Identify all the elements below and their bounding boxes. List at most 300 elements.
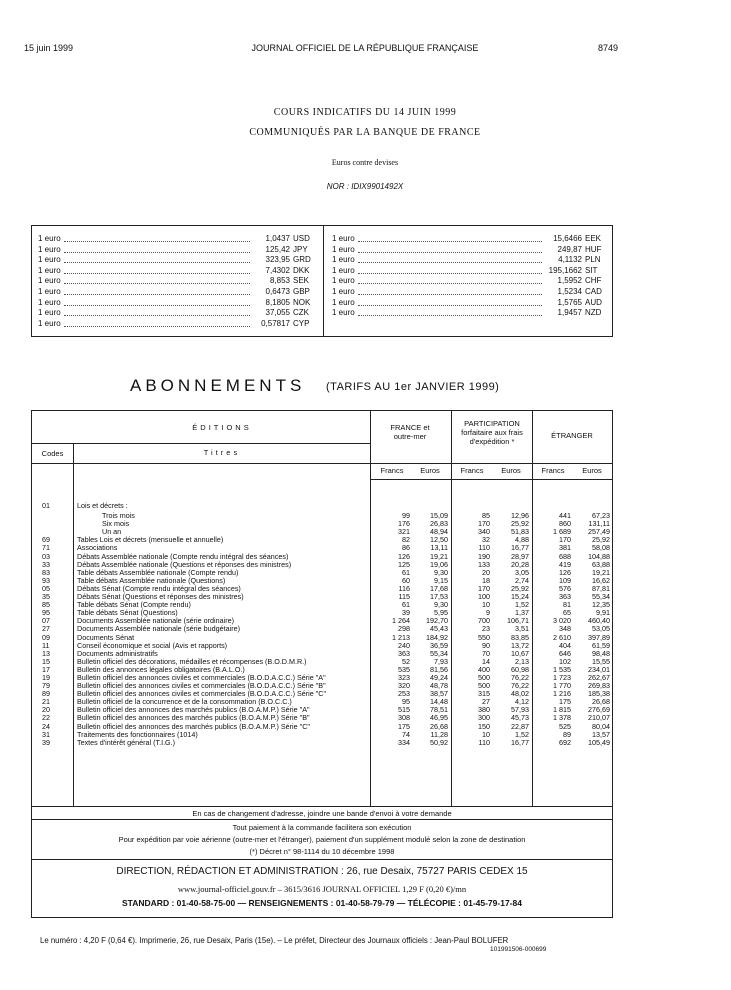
note-paiement: Tout paiement à la commande facilitera son exécution xyxy=(232,823,412,832)
row-title: Débats Assemblée nationale (Compte rendu intégral des séances) xyxy=(77,551,289,561)
rate-value: 1,9457 xyxy=(557,308,582,318)
row-e2: 57,93 xyxy=(511,705,529,715)
row-f3: 1 216 xyxy=(553,689,571,699)
hdr-francs-1: Francs xyxy=(380,466,404,475)
row-code: 11 xyxy=(42,640,50,650)
row-f3: 441 xyxy=(559,511,571,521)
row-e2: 2,74 xyxy=(515,575,529,585)
row-f2: 27 xyxy=(482,697,490,707)
row-f1: 175 xyxy=(398,721,410,731)
cours-subtitle: COMMUNIQUÉS PAR LA BANQUE DE FRANCE xyxy=(249,127,481,138)
row-e2: 3,05 xyxy=(515,567,529,577)
rate-row xyxy=(32,276,320,287)
row-e2: 1,37 xyxy=(515,608,529,618)
rate-value: 1,5234 xyxy=(557,286,582,296)
row-code: 33 xyxy=(42,559,50,569)
rate-label: 1 euro xyxy=(332,286,355,296)
cours-title: COURS INDICATIFS DU 14 JUIN 1999 xyxy=(273,107,457,118)
row-e1: 26,68 xyxy=(430,721,448,731)
row-f1: 535 xyxy=(398,664,410,674)
rate-value: 125,42 xyxy=(265,244,290,254)
row-e1: 55,34 xyxy=(430,648,448,658)
dot-leader xyxy=(64,273,250,274)
rate-label: 1 euro xyxy=(38,297,61,307)
row-e3: 210,07 xyxy=(588,713,610,723)
rate-row xyxy=(326,245,612,256)
currency-code: GRD xyxy=(293,255,311,265)
dot-leader xyxy=(358,252,542,253)
rate-label: 1 euro xyxy=(332,255,355,265)
row-f2: 380 xyxy=(478,705,490,715)
row-f2: 23 xyxy=(482,624,490,634)
row-e3: 25,92 xyxy=(592,535,610,545)
dot-leader xyxy=(64,283,250,284)
dot-leader xyxy=(358,305,542,306)
rate-row xyxy=(326,234,612,245)
row-e2: 106,71 xyxy=(507,616,529,626)
row-f3: 860 xyxy=(559,519,571,529)
row-f1: 253 xyxy=(398,689,410,699)
row-e2: 1,52 xyxy=(515,729,529,739)
rate-label: 1 euro xyxy=(38,276,61,286)
row-code: 21 xyxy=(42,697,50,707)
dot-leader xyxy=(64,305,250,306)
row-e1: 15,09 xyxy=(430,511,448,521)
row-e1: 50,92 xyxy=(430,737,448,747)
dot-leader xyxy=(64,262,250,263)
row-e3: 269,83 xyxy=(588,681,610,691)
web-minitel: www.journal-officiel.gouv.fr – 3615/3616 JOURNAL OFFICIEL 1,29 F (0,20 €)/mn xyxy=(177,884,467,894)
row-e3: 98,48 xyxy=(592,648,610,658)
hdr-francs-2: Francs xyxy=(460,466,484,475)
table-row xyxy=(32,739,612,747)
row-f1: 308 xyxy=(398,713,410,723)
row-title: Documents Assemblée nationale (série ordinaire) xyxy=(77,616,235,626)
row-code: 13 xyxy=(42,648,50,658)
row-f2: 500 xyxy=(478,681,490,691)
row-code: 05 xyxy=(42,583,50,593)
row-title: Bulletin officiel des annonces civiles et commerciales (B.O.D.A.C.C.) Série "C" xyxy=(77,689,327,699)
dot-leader xyxy=(358,241,542,242)
row-f1: 323 xyxy=(398,672,410,682)
rate-row xyxy=(326,298,612,309)
hdr-euros-2: Euros xyxy=(501,466,521,475)
row-title: Bulletin des annonces légales obligatoires (B.A.L.O.) xyxy=(77,664,245,674)
footer-code: 101991506-000699 xyxy=(490,946,547,953)
row-title: Traitements des fonctionnaires (1014) xyxy=(77,729,198,739)
row-e3: 16,62 xyxy=(592,575,610,585)
row-e3: 61,59 xyxy=(592,640,610,650)
row-f3: 1 535 xyxy=(553,664,571,674)
row-f1: 99 xyxy=(402,511,410,521)
currency-code: CHF xyxy=(585,276,602,286)
row-e2: 13,72 xyxy=(511,640,529,650)
row-code: 03 xyxy=(42,551,50,561)
row-title: Textes d'intérêt général (T.I.G.) xyxy=(77,737,176,747)
row-f1: 60 xyxy=(402,575,410,585)
footer-line: Le numéro : 4,20 F (0,64 €). Imprimerie, 26, rue Desaix, Paris (15e). – Le préfet, Directeur des Journaux officiels : Jean-Paul BOLUFER xyxy=(40,936,509,945)
row-f2: 18 xyxy=(482,575,490,585)
row-e3: 58,08 xyxy=(592,543,610,553)
row-e1: 14,48 xyxy=(430,697,448,707)
row-title: Bulletin officiel des annonces des marchés publics (B.O.A.M.P.) Série "B" xyxy=(77,713,310,723)
row-title: Débats Sénat (Compte rendu intégral des séances) xyxy=(77,583,241,593)
rate-value: 4,1132 xyxy=(558,255,582,265)
row-f1: 116 xyxy=(398,583,410,593)
rate-label: 1 euro xyxy=(332,265,355,275)
contact-phones: STANDARD : 01-40-58-75-00 — RENSEIGNEMENTS : 01-40-58-79-79 — TÉLÉCOPIE : 01-45-79-17-84 xyxy=(122,898,522,908)
row-f1: 176 xyxy=(398,519,410,529)
currency-code: CAD xyxy=(585,286,602,296)
row-e2: 1,52 xyxy=(515,600,529,610)
rate-value: 15,6466 xyxy=(553,234,582,243)
row-e1: 36,59 xyxy=(430,640,448,650)
row-f2: 10 xyxy=(482,600,490,610)
row-code: 83 xyxy=(42,567,50,577)
row-e2: 76,22 xyxy=(511,681,529,691)
row-e2: 4,12 xyxy=(515,697,529,707)
row-title: Documents Sénat xyxy=(77,632,135,642)
currency-code: CZK xyxy=(293,308,309,318)
row-e2: 16,77 xyxy=(511,543,529,553)
rate-row xyxy=(326,276,612,287)
rate-value: 1,5765 xyxy=(557,297,582,307)
row-f1: 515 xyxy=(398,705,410,715)
col-france: FRANCE et outre-mer xyxy=(390,423,430,441)
rate-row xyxy=(32,298,320,309)
hdr-francs-3: Francs xyxy=(541,466,565,475)
row-e3: 131,11 xyxy=(588,519,610,529)
row-f2: 85 xyxy=(482,511,490,521)
note-change-address: En cas de changement d'adresse, joindre une bande d'envoi à votre demande xyxy=(192,809,452,818)
row-e2: 22,87 xyxy=(511,721,529,731)
row-title: Table débats Sénat (Questions) xyxy=(77,608,178,618)
currency-code: EEK xyxy=(585,234,602,243)
col-titres: Titres xyxy=(203,448,241,457)
row-title: Six mois xyxy=(102,519,130,529)
row-e3: 12,35 xyxy=(592,600,610,610)
row-f3: 126 xyxy=(559,567,571,577)
currency-code: JPY xyxy=(293,244,308,254)
rates-right-column xyxy=(326,234,612,319)
row-e2: 76,22 xyxy=(511,672,529,682)
currency-code: GBP xyxy=(293,286,310,296)
row-title: Documents Assemblée nationale (série budgétaire) xyxy=(77,624,241,634)
rate-row xyxy=(326,287,612,298)
row-e3: 15,55 xyxy=(592,656,610,666)
rate-row xyxy=(32,266,320,277)
row-e1: 9,30 xyxy=(434,600,448,610)
row-title: Tables Lois et décrets (mensuelle et annuelle) xyxy=(77,535,224,545)
row-code: 27 xyxy=(42,624,50,634)
row-e3: 105,49 xyxy=(588,737,610,747)
rate-value: 1,0437 xyxy=(265,234,290,243)
row-e1: 7,93 xyxy=(434,656,448,666)
row-code: 19 xyxy=(42,672,50,682)
row-e1: 78,51 xyxy=(430,705,448,715)
row-f3: 646 xyxy=(559,648,571,658)
rate-label: 1 euro xyxy=(38,255,61,265)
row-e3: 104,88 xyxy=(588,551,610,561)
row-e3: 53,05 xyxy=(592,624,610,634)
row-f3: 1 723 xyxy=(553,672,571,682)
row-e3: 80,04 xyxy=(592,721,610,731)
row-title: Débats Sénat (Questions et réponses des ministres) xyxy=(77,592,244,602)
exchange-rates-box xyxy=(31,225,613,337)
row-f2: 9 xyxy=(486,608,490,618)
rates-left-column xyxy=(32,234,320,329)
rate-row xyxy=(32,255,320,266)
dot-leader xyxy=(64,241,250,242)
row-title: Conseil économique et social (Avis et rapports) xyxy=(77,640,228,650)
row-f2: 110 xyxy=(478,737,490,747)
row-e3: 9,91 xyxy=(596,608,610,618)
row-f3: 363 xyxy=(559,592,571,602)
row-f1: 320 xyxy=(398,681,410,691)
row-code: 85 xyxy=(42,600,50,610)
row-e2: 12,96 xyxy=(511,511,529,521)
rate-value: 0,6473 xyxy=(265,286,290,296)
row-f1: 61 xyxy=(402,567,410,577)
row-f3: 576 xyxy=(559,583,571,593)
row-code: 07 xyxy=(42,616,50,626)
row-f1: 52 xyxy=(402,656,410,666)
table-row xyxy=(32,502,612,510)
header-page: 8749 xyxy=(598,43,619,53)
row-e1: 192,70 xyxy=(426,616,448,626)
row-e3: 234,01 xyxy=(588,664,610,674)
row-f1: 321 xyxy=(398,527,410,537)
rate-row xyxy=(326,266,612,277)
row-title: Bulletin officiel des annonces des marchés publics (B.O.A.M.P.) Série "A" xyxy=(77,705,310,715)
rate-label: 1 euro xyxy=(332,308,355,318)
row-code: 17 xyxy=(42,664,50,674)
row-f3: 65 xyxy=(563,608,571,618)
row-e2: 20,28 xyxy=(511,559,529,569)
row-code: 79 xyxy=(42,681,50,691)
rate-label: 1 euro xyxy=(332,234,355,243)
row-title: Lois et décrets : xyxy=(77,501,128,510)
row-e2: 28,97 xyxy=(511,551,529,561)
row-e1: 81,56 xyxy=(430,664,448,674)
row-title: Bulletin officiel des annonces civiles et commerciales (B.O.D.A.C.C.) Série "B" xyxy=(77,681,326,691)
note-decret: (*) Décret n° 98-1114 du 10 décembre 1998 xyxy=(249,847,395,856)
nor-ref: NOR : IDIX9901492X xyxy=(326,182,404,191)
row-f3: 109 xyxy=(559,575,571,585)
row-f3: 419 xyxy=(559,559,571,569)
row-f3: 1 378 xyxy=(553,713,571,723)
row-e3: 276,69 xyxy=(588,705,610,715)
currency-code: HUF xyxy=(585,244,602,254)
row-e1: 12,50 xyxy=(430,535,448,545)
rate-row xyxy=(326,255,612,266)
row-f2: 315 xyxy=(478,689,490,699)
row-f1: 240 xyxy=(398,640,410,650)
row-title: Bulletin officiel des décorations, médailles et récompenses (B.O.D.M.R.) xyxy=(77,656,307,666)
row-e1: 38,57 xyxy=(430,689,448,699)
row-f2: 90 xyxy=(482,640,490,650)
row-f2: 150 xyxy=(478,721,490,731)
row-e3: 13,57 xyxy=(592,729,610,739)
rate-row xyxy=(32,234,320,245)
currency-code: DKK xyxy=(293,265,310,275)
row-title: Table débats Sénat (Compte rendu) xyxy=(77,600,191,610)
row-e1: 184,92 xyxy=(426,632,448,642)
row-f1: 1 213 xyxy=(392,632,410,642)
row-e1: 48,94 xyxy=(430,527,448,537)
row-f3: 175 xyxy=(559,697,571,707)
row-f2: 32 xyxy=(482,535,490,545)
abonnements-table xyxy=(31,410,613,918)
row-f3: 3 020 xyxy=(553,616,571,626)
row-e3: 257,49 xyxy=(588,527,610,537)
row-e2: 51,83 xyxy=(511,527,529,537)
dot-leader xyxy=(64,252,250,253)
currency-code: SIT xyxy=(585,265,598,275)
row-code: 24 xyxy=(42,721,50,731)
hdr-euros-3: Euros xyxy=(582,466,602,475)
col-editions: ÉDITIONS xyxy=(192,423,252,432)
rate-label: 1 euro xyxy=(332,297,355,307)
row-f2: 190 xyxy=(478,551,490,561)
row-f2: 500 xyxy=(478,672,490,682)
currency-code: NOK xyxy=(293,297,311,307)
rate-value: 195,1662 xyxy=(548,265,582,275)
row-f2: 550 xyxy=(478,632,490,642)
rate-row xyxy=(32,245,320,256)
rate-value: 7,4302 xyxy=(265,265,290,275)
rate-row xyxy=(32,287,320,298)
row-code: 95 xyxy=(42,608,50,618)
dot-leader xyxy=(64,326,250,327)
currency-code: USD xyxy=(293,234,310,243)
row-f1: 39 xyxy=(402,608,410,618)
row-e2: 45,73 xyxy=(511,713,529,723)
row-code: 01 xyxy=(42,501,50,510)
row-f3: 688 xyxy=(559,551,571,561)
rates-divider xyxy=(323,226,324,336)
row-e2: 4,88 xyxy=(515,535,529,545)
row-title: Documents administratifs xyxy=(77,648,158,658)
row-code: 39 xyxy=(42,737,50,747)
row-f2: 100 xyxy=(478,592,490,602)
rate-label: 1 euro xyxy=(38,286,61,296)
row-e2: 60,98 xyxy=(511,664,529,674)
row-e2: 48,02 xyxy=(511,689,529,699)
dot-leader xyxy=(358,294,542,295)
abonnements-subtitle: (TARIFS AU 1er JANVIER 1999) xyxy=(326,381,500,393)
row-f1: 74 xyxy=(402,729,410,739)
row-code: 71 xyxy=(42,543,50,553)
rate-label: 1 euro xyxy=(38,265,61,275)
row-f2: 110 xyxy=(478,543,490,553)
currency-code: PLN xyxy=(585,255,601,265)
abonnements-rows xyxy=(32,502,612,747)
row-e1: 26,83 xyxy=(430,519,448,529)
header-date: 15 juin 1999 xyxy=(24,43,74,53)
rate-value: 8,853 xyxy=(269,276,290,286)
row-f3: 81 xyxy=(563,600,571,610)
row-code: 69 xyxy=(42,535,50,545)
row-e1: 45,43 xyxy=(430,624,448,634)
row-e1: 17,53 xyxy=(430,592,448,602)
row-e3: 55,34 xyxy=(592,592,610,602)
rate-row xyxy=(32,319,320,330)
row-f2: 340 xyxy=(478,527,490,537)
row-code: 20 xyxy=(42,705,50,715)
row-title: Bulletin officiel des annonces des marchés publics (B.O.A.M.P.) Série "C" xyxy=(77,721,310,731)
rate-label: 1 euro xyxy=(38,244,61,254)
row-e1: 46,95 xyxy=(430,713,448,723)
row-f3: 692 xyxy=(559,737,571,747)
dot-leader xyxy=(64,315,250,316)
row-title: Débats Assemblée nationale (Questions et réponses des ministres) xyxy=(77,559,292,569)
row-e3: 87,81 xyxy=(592,583,610,593)
row-code: 22 xyxy=(42,713,50,723)
row-f1: 126 xyxy=(398,551,410,561)
row-f3: 1 815 xyxy=(553,705,571,715)
row-e1: 9,15 xyxy=(434,575,448,585)
row-f1: 1 264 xyxy=(392,616,410,626)
dot-leader xyxy=(358,262,542,263)
row-e2: 16,77 xyxy=(511,737,529,747)
dot-leader xyxy=(358,283,542,284)
currency-code: AUD xyxy=(585,297,602,307)
row-f1: 125 xyxy=(398,559,410,569)
row-code: 89 xyxy=(42,689,50,699)
row-f2: 700 xyxy=(478,616,490,626)
rate-row xyxy=(32,308,320,319)
row-f2: 10 xyxy=(482,729,490,739)
row-code: 09 xyxy=(42,632,50,642)
row-e3: 19,21 xyxy=(592,567,610,577)
dot-leader xyxy=(358,273,542,274)
row-e2: 2,13 xyxy=(515,656,529,666)
rate-value: 323,95 xyxy=(265,255,290,265)
rate-label: 1 euro xyxy=(332,244,355,254)
row-f2: 170 xyxy=(478,583,490,593)
row-f2: 133 xyxy=(478,559,490,569)
row-f3: 525 xyxy=(559,721,571,731)
row-f1: 86 xyxy=(402,543,410,553)
row-code: 93 xyxy=(42,575,50,585)
row-title: Table débats Assemblée nationale (Questions) xyxy=(77,575,226,585)
row-e1: 48,78 xyxy=(430,681,448,691)
row-e3: 460,40 xyxy=(588,616,610,626)
row-e2: 15,24 xyxy=(511,592,529,602)
row-f2: 170 xyxy=(478,519,490,529)
row-e2: 3,51 xyxy=(515,624,529,634)
row-f3: 2 610 xyxy=(553,632,571,642)
row-e3: 397,89 xyxy=(588,632,610,642)
row-e1: 19,06 xyxy=(430,559,448,569)
row-e1: 49,24 xyxy=(430,672,448,682)
dot-leader xyxy=(64,294,250,295)
row-f2: 300 xyxy=(478,713,490,723)
col-participation: PARTICIPATION forfaitaire aux frais d'expédition * xyxy=(461,419,523,446)
row-f1: 363 xyxy=(398,648,410,658)
dot-leader xyxy=(358,315,542,316)
row-e2: 25,92 xyxy=(511,583,529,593)
row-f2: 20 xyxy=(482,567,490,577)
currency-code: SEK xyxy=(293,276,310,286)
row-e2: 25,92 xyxy=(511,519,529,529)
row-f1: 82 xyxy=(402,535,410,545)
row-e1: 5,95 xyxy=(434,608,448,618)
row-e1: 19,21 xyxy=(430,551,448,561)
cours-devises: Euros contre devises xyxy=(331,158,399,167)
col-codes: Codes xyxy=(41,449,64,458)
